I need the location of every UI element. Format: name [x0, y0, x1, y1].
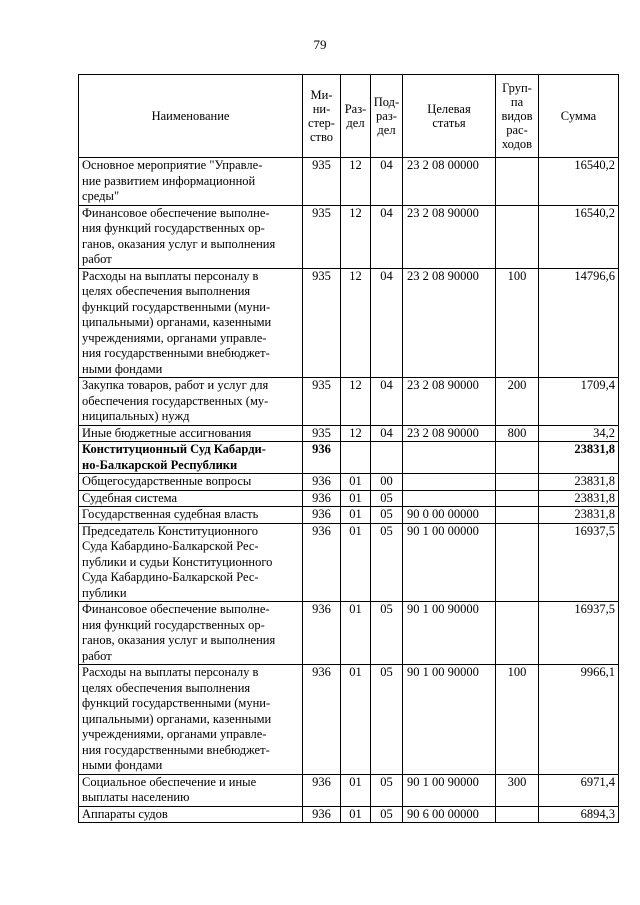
row-sum: 23831,8: [539, 490, 619, 507]
row-sum: 16540,2: [539, 158, 619, 206]
table-row: [79, 806, 619, 823]
row-sum: 23831,8: [539, 507, 619, 524]
row-name: Закупка товаров, работ и услуг для обеспечения государственных (му- ниципальных) нужд: [79, 378, 303, 426]
row-podrazdel: 05: [371, 806, 403, 823]
row-target: 23 2 08 90000: [403, 425, 496, 442]
row-ministry: 935: [303, 268, 341, 378]
row-sum: 9966,1: [539, 665, 619, 775]
table-row: [79, 490, 619, 507]
row-ministry: 936: [303, 523, 341, 602]
table-row: [79, 474, 619, 491]
row-sum: 23831,8: [539, 474, 619, 491]
row-name: Финансовое обеспечение выполне- ния функций государственных ор- ганов, оказания услуг и выполнения работ: [79, 205, 303, 268]
row-target: 23 2 08 90000: [403, 378, 496, 426]
row-razdel: 01: [341, 490, 371, 507]
row-podrazdel: 05: [371, 665, 403, 775]
budget-table: [78, 74, 619, 823]
row-ministry: 936: [303, 665, 341, 775]
header-group: Груп- па видов рас- ходов: [496, 75, 539, 158]
row-name: Аппараты судов: [79, 806, 303, 823]
row-name: Основное мероприятие "Управле- ние развитием информационной среды": [79, 158, 303, 206]
table-row: [79, 665, 619, 775]
row-sum: 16540,2: [539, 205, 619, 268]
row-podrazdel: 04: [371, 378, 403, 426]
row-podrazdel: 05: [371, 774, 403, 806]
row-name: Иные бюджетные ассигнования: [79, 425, 303, 442]
row-target: [403, 442, 496, 474]
page-number: 79: [313, 37, 327, 52]
row-name: Общегосударственные вопросы: [79, 474, 303, 491]
row-target: 23 2 08 00000: [403, 158, 496, 206]
row-podrazdel: 00: [371, 474, 403, 491]
table-row: [79, 774, 619, 806]
table-row: [79, 205, 619, 268]
row-group: [496, 507, 539, 524]
row-razdel: 12: [341, 378, 371, 426]
row-razdel: [341, 442, 371, 474]
row-sum: 34,2: [539, 425, 619, 442]
table-row: [79, 425, 619, 442]
table-row: [79, 268, 619, 378]
row-ministry: 935: [303, 425, 341, 442]
row-razdel: 12: [341, 158, 371, 206]
row-ministry: 936: [303, 602, 341, 665]
row-target: [403, 490, 496, 507]
row-razdel: 01: [341, 507, 371, 524]
row-ministry: 936: [303, 806, 341, 823]
row-sum: 23831,8: [539, 442, 619, 474]
row-sum: 6971,4: [539, 774, 619, 806]
row-ministry: 935: [303, 205, 341, 268]
row-razdel: 01: [341, 474, 371, 491]
row-group: [496, 158, 539, 206]
header-ministry: Ми- ни- стер- ство: [303, 75, 341, 158]
row-podrazdel: 05: [371, 507, 403, 524]
row-name: Финансовое обеспечение выполне- ния функций государственных ор- ганов, оказания услуг и выполнения работ: [79, 602, 303, 665]
row-razdel: 01: [341, 602, 371, 665]
row-name: Председатель Конституционного Суда Кабардино-Балкарской Рес- публики и судьи Конституционного Суда Кабардино-Балкарской Рес- публики: [79, 523, 303, 602]
table-row: [79, 378, 619, 426]
row-podrazdel: 05: [371, 523, 403, 602]
row-podrazdel: 04: [371, 425, 403, 442]
row-razdel: 01: [341, 665, 371, 775]
row-target: [403, 474, 496, 491]
row-razdel: 12: [341, 205, 371, 268]
row-razdel: 12: [341, 425, 371, 442]
row-razdel: 01: [341, 806, 371, 823]
row-ministry: 935: [303, 158, 341, 206]
row-group: [496, 602, 539, 665]
row-ministry: 936: [303, 490, 341, 507]
row-sum: 14796,6: [539, 268, 619, 378]
row-razdel: 01: [341, 523, 371, 602]
row-group: 200: [496, 378, 539, 426]
row-target: 90 1 00 90000: [403, 774, 496, 806]
row-name: Судебная система: [79, 490, 303, 507]
table-row: [79, 523, 619, 602]
table-row: [79, 158, 619, 206]
row-podrazdel: 05: [371, 490, 403, 507]
row-podrazdel: 05: [371, 602, 403, 665]
row-ministry: 936: [303, 774, 341, 806]
header-name: Наименование: [79, 75, 303, 158]
row-group: 100: [496, 268, 539, 378]
row-ministry: 935: [303, 378, 341, 426]
row-target: 90 1 00 90000: [403, 602, 496, 665]
row-ministry: 936: [303, 442, 341, 474]
table-body: [79, 158, 619, 823]
row-ministry: 936: [303, 507, 341, 524]
header-sum: Сумма: [539, 75, 619, 158]
table-header-row: [79, 75, 619, 158]
row-sum: 6894,3: [539, 806, 619, 823]
row-group: 100: [496, 665, 539, 775]
row-podrazdel: 04: [371, 268, 403, 378]
header-razdel: Раз- дел: [341, 75, 371, 158]
header-podrazdel: Под- раз- дел: [371, 75, 403, 158]
row-name: Конституционный Суд Кабарди- но-Балкарской Республики: [79, 442, 303, 474]
row-group: [496, 205, 539, 268]
row-podrazdel: 04: [371, 205, 403, 268]
table-row: [79, 442, 619, 474]
row-name: Социальное обеспечение и иные выплаты населению: [79, 774, 303, 806]
row-group: [496, 490, 539, 507]
row-name: Расходы на выплаты персоналу в целях обеспечения выполнения функций государственными (муни- ципальными) органами, казенными учреждениями, органами управле- ния государственными внебюджет- ными фондами: [79, 268, 303, 378]
table-row: [79, 507, 619, 524]
header-target: Целевая статья: [403, 75, 496, 158]
row-target: 90 1 00 00000: [403, 523, 496, 602]
row-target: 90 6 00 00000: [403, 806, 496, 823]
row-group: 300: [496, 774, 539, 806]
row-group: [496, 474, 539, 491]
row-razdel: 01: [341, 774, 371, 806]
row-razdel: 12: [341, 268, 371, 378]
row-target: 23 2 08 90000: [403, 205, 496, 268]
row-target: 23 2 08 90000: [403, 268, 496, 378]
row-ministry: 936: [303, 474, 341, 491]
row-target: 90 0 00 00000: [403, 507, 496, 524]
row-podrazdel: [371, 442, 403, 474]
row-name: Расходы на выплаты персоналу в целях обеспечения выполнения функций государственными (муни- ципальными) органами, казенными учреждениями, органами управле- ния государственными внебюджет- ными фондами: [79, 665, 303, 775]
row-podrazdel: 04: [371, 158, 403, 206]
row-sum: 16937,5: [539, 602, 619, 665]
row-group: [496, 806, 539, 823]
row-group: 800: [496, 425, 539, 442]
table-row: [79, 602, 619, 665]
row-sum: 16937,5: [539, 523, 619, 602]
row-name: Государственная судебная власть: [79, 507, 303, 524]
row-group: [496, 442, 539, 474]
row-sum: 1709,4: [539, 378, 619, 426]
row-target: 90 1 00 90000: [403, 665, 496, 775]
row-group: [496, 523, 539, 602]
